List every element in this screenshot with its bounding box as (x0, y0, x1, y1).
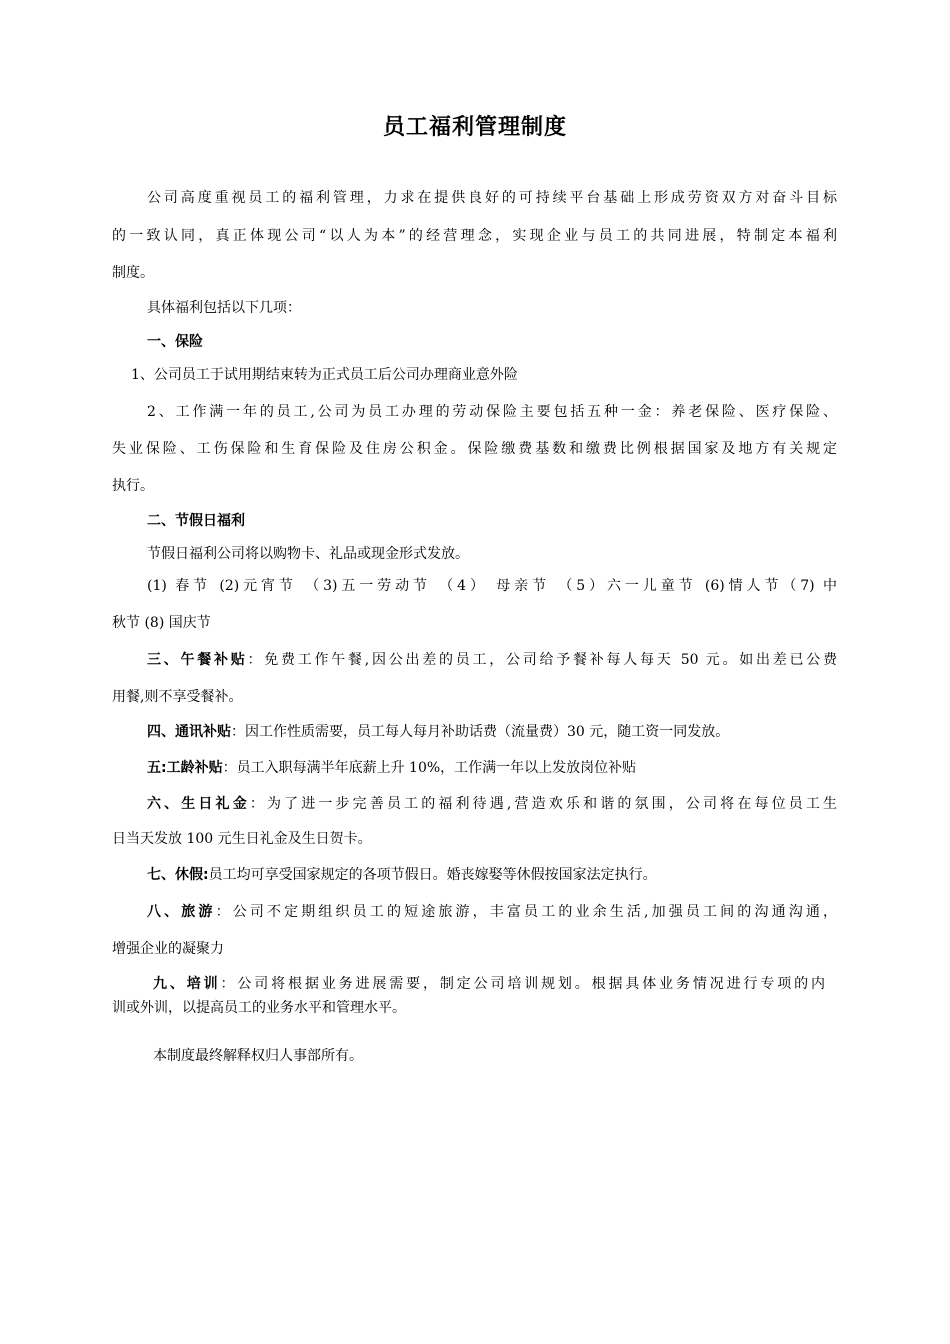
section-7-line (147, 865, 657, 885)
section-3-heading: 三、午餐补贴 (147, 652, 248, 668)
intro-line-1: 公司高度重视员工的福利管理，力求在提供良好的可持续平台基础上形成劳资双方对奋斗目标 (147, 190, 837, 206)
section-1-item-1: 1、公司员工于试用期结束转为正式员工后公司办理商业意外险 (131, 367, 518, 383)
section-8-line-1 (147, 902, 837, 922)
intro-line-4: 具体福利包括以下几项： (147, 300, 301, 316)
closing-statement: 本制度最终解释权归人事部所有。 (153, 1048, 363, 1064)
section-1-item-2-line-2: 失业保险、工伤保险和生育保险及住房公积金。保险缴费基数和缴费比例根据国家及地方有关规定 (112, 441, 837, 457)
section-6-text-1: ：为了进一步完善员工的福利待遇,营造欢乐和谐的氛围，公司将在每位员工生 (249, 796, 838, 812)
section-9-line-2: 训或外训，以提高员工的业务水平和管理水平。 (112, 1000, 406, 1016)
intro-line-2: 的一致认同，真正体现公司“以人为本”的经营理念，实现企业与员工的共同进展，特制定本福利 (112, 228, 837, 244)
section-4-heading: 四、通讯补贴 (147, 724, 231, 740)
section-3-line-2: 用餐,则不享受餐补。 (112, 689, 243, 705)
section-1-item-2-line-3: 执行。 (112, 478, 154, 494)
section-2-heading: 二、节假日福利 (147, 513, 245, 529)
intro-line-3: 制度。 (112, 265, 154, 281)
section-3-text-1: ：免费工作午餐,因公出差的员工，公司给予餐补每人每天 50 元。如出差已公费 (247, 652, 837, 668)
section-5-line (147, 758, 636, 778)
section-7-text: 员工均可享受国家规定的各项节假日。婚丧嫁娶等休假按国家法定执行。 (208, 867, 657, 883)
section-9-text-1: ：公司将根据业务进展需要，制定公司培训规划。根据具体业务情况进行专项的内 (220, 976, 826, 992)
section-8-heading: 八、旅游 (147, 904, 216, 920)
section-7-heading: 七、休假: (147, 867, 209, 883)
section-6-line-1 (147, 794, 837, 814)
section-8-line-2: 增强企业的凝聚力 (112, 941, 224, 957)
section-5-text: ：员工入职每满半年底薪上升 10%，工作满一年以上发放岗位补贴 (222, 760, 637, 776)
section-1-heading: 一、保险 (147, 334, 203, 350)
section-1-item-2-line-1: 2、工作满一年的员工,公司为员工办理的劳动保险主要包括五种一金：养老保险、医疗保险、 (147, 404, 837, 420)
section-9-heading: 九、培训 (153, 976, 221, 992)
section-2-desc: 节假日福利公司将以购物卡、礼品或现金形式发放。 (147, 546, 469, 562)
section-6-line-2: 日当天发放 100 元生日礼金及生日贺卡。 (112, 831, 372, 847)
section-2-holidays-line-2: 秋节 (8) 国庆节 (112, 615, 211, 631)
section-8-text-1: ：公司不定期组织员工的短途旅游，丰富员工的业余生活,加强员工间的沟通沟通， (215, 904, 838, 920)
section-9-line-1 (153, 974, 825, 994)
section-2-holidays-line-1: (1) 春节 (2)元宵节 （3)五一劳动节 （4） 母亲节 （5）六一儿童节 (6)情人节（7) 中 (147, 578, 837, 594)
section-6-heading: 六、生日礼金 (147, 796, 250, 812)
document-title: 员工福利管理制度 (382, 115, 567, 140)
section-4-text: ：因工作性质需要，员工每人每月补助话费（流量费）30 元，随工资一同发放。 (231, 724, 730, 740)
section-3-line-1 (147, 650, 837, 670)
section-5-heading: 五:工龄补贴 (147, 760, 223, 776)
section-4-line (147, 722, 729, 742)
